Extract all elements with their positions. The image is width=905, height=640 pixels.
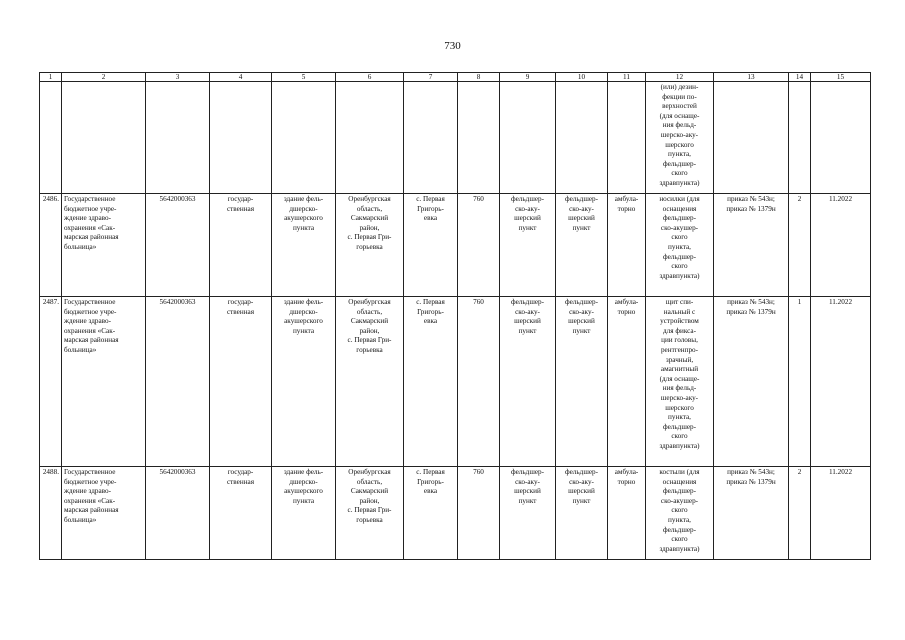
col-header: 6	[336, 73, 404, 82]
col-header: 14	[789, 73, 811, 82]
col-header: 11	[608, 73, 646, 82]
cell-unit: фельдшер- ско-аку- шерский пункт	[556, 297, 608, 467]
col-header: 1	[40, 73, 62, 82]
cell	[146, 82, 210, 194]
col-header: 15	[811, 73, 871, 82]
cell-date: 11.2022	[811, 297, 871, 467]
cell-building: здание фель- дшерско- акушерского пункта	[272, 194, 336, 297]
cell-equipment: (или) дезин- фекции по- верхностей (для оснаще- ния фельд- шерско-аку- шерского пункта, фельдшер- ского здравпункта)	[646, 82, 714, 194]
cell-unit: фельдшер- ско-аку- шерский пункт	[556, 467, 608, 560]
cell	[40, 82, 62, 194]
table-row	[40, 297, 871, 467]
cell-inn: 5642000363	[146, 297, 210, 467]
cell	[811, 82, 871, 194]
cell-care-form: амбула- торно	[608, 194, 646, 297]
cell	[714, 82, 789, 194]
cell-address: Оренбургская область, Сакмарский район, с. Первая Гри- горьевка	[336, 194, 404, 297]
table-row	[40, 194, 871, 297]
table-row	[40, 467, 871, 560]
cell-unit-type: фельдшер- ско-аку- шерский пункт	[500, 297, 556, 467]
cell-building: здание фель- дшерско- акушерского пункта	[272, 467, 336, 560]
cell-code: 760	[458, 194, 500, 297]
continuation-row	[40, 82, 871, 194]
col-header: 3	[146, 73, 210, 82]
cell	[500, 82, 556, 194]
cell-ownership: государ- ственная	[210, 467, 272, 560]
cell	[789, 82, 811, 194]
col-header: 10	[556, 73, 608, 82]
cell	[62, 82, 146, 194]
cell-settlement: с. Первая Григорь- евка	[404, 194, 458, 297]
cell-organization: Государственное бюджетное учре- ждение здраво- охранения «Сак- марская районная больница»	[62, 194, 146, 297]
cell-unit-type: фельдшер- ско-аку- шерский пункт	[500, 194, 556, 297]
cell	[608, 82, 646, 194]
col-header: 4	[210, 73, 272, 82]
cell	[336, 82, 404, 194]
col-header: 7	[404, 73, 458, 82]
col-header: 2	[62, 73, 146, 82]
cell-unit: фельдшер- ско-аку- шерский пункт	[556, 194, 608, 297]
cell-ownership: государ- ственная	[210, 194, 272, 297]
cell-organization: Государственное бюджетное учре- ждение здраво- охранения «Сак- марская районная больница»	[62, 467, 146, 560]
cell	[272, 82, 336, 194]
cell-date: 11.2022	[811, 194, 871, 297]
col-header: 8	[458, 73, 500, 82]
cell-quantity: 2	[789, 194, 811, 297]
cell-date: 11.2022	[811, 467, 871, 560]
cell-number: 2487.	[40, 297, 62, 467]
cell-basis: приказ № 543н; приказ № 1379н	[714, 194, 789, 297]
cell-number: 2486.	[40, 194, 62, 297]
cell-basis: приказ № 543н; приказ № 1379н	[714, 297, 789, 467]
col-header: 9	[500, 73, 556, 82]
cell-care-form: амбула- торно	[608, 297, 646, 467]
cell-organization: Государственное бюджетное учре- ждение здраво- охранения «Сак- марская районная больница»	[62, 297, 146, 467]
cell-equipment: носилки (для оснащения фельдшер- ско-акушер- ского пункта, фельдшер- ского здравпункта)	[646, 194, 714, 297]
cell	[458, 82, 500, 194]
cell	[556, 82, 608, 194]
cell-settlement: с. Первая Григорь- евка	[404, 297, 458, 467]
cell-building: здание фель- дшерско- акушерского пункта	[272, 297, 336, 467]
cell-equipment: костыли (для оснащения фельдшер- ско-акушер- ского пункта, фельдшер- ского здравпункта)	[646, 467, 714, 560]
cell-basis: приказ № 543н; приказ № 1379н	[714, 467, 789, 560]
cell-code: 760	[458, 467, 500, 560]
cell-quantity: 1	[789, 297, 811, 467]
cell-number: 2488.	[40, 467, 62, 560]
header-row	[40, 73, 871, 82]
cell-unit-type: фельдшер- ско-аку- шерский пункт	[500, 467, 556, 560]
cell-ownership: государ- ственная	[210, 297, 272, 467]
cell-code: 760	[458, 297, 500, 467]
cell-inn: 5642000363	[146, 467, 210, 560]
cell-inn: 5642000363	[146, 194, 210, 297]
col-header: 12	[646, 73, 714, 82]
cell-quantity: 2	[789, 467, 811, 560]
cell	[404, 82, 458, 194]
registry-table	[39, 72, 871, 560]
col-header: 5	[272, 73, 336, 82]
col-header: 13	[714, 73, 789, 82]
page-number: 730	[444, 40, 461, 52]
cell-address: Оренбургская область, Сакмарский район, с. Первая Гри- горьевка	[336, 297, 404, 467]
cell-care-form: амбула- торно	[608, 467, 646, 560]
cell	[210, 82, 272, 194]
cell-address: Оренбургская область, Сакмарский район, с. Первая Гри- горьевка	[336, 467, 404, 560]
cell-settlement: с. Первая Григорь- евка	[404, 467, 458, 560]
cell-equipment: щит спи- нальный с устройством для фикса- ции головы, рентгенпро- зрачный, амагнитный (для оснаще- ния фельд- шерско-аку- шерского пункта, фельдшер- ского здравпункта)	[646, 297, 714, 467]
